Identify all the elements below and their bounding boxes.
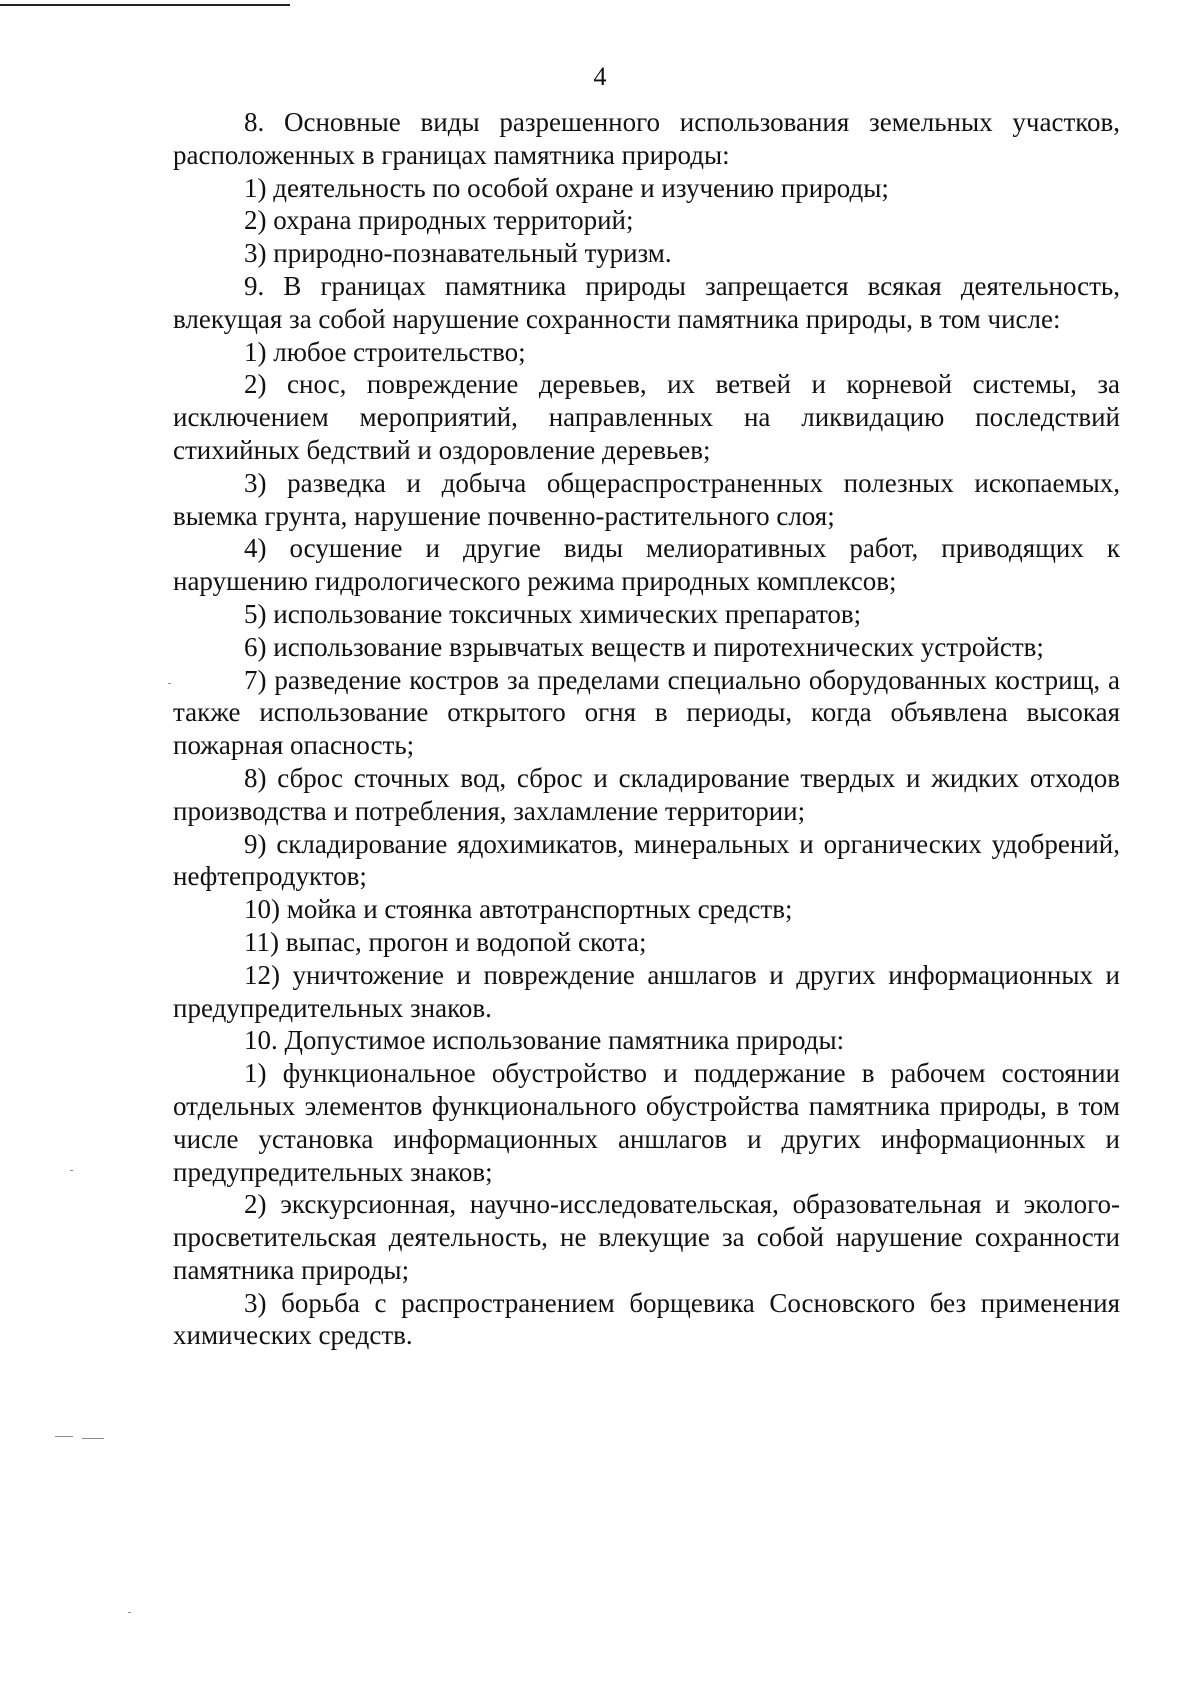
clause-9-item-2: 2) снос, повреждение деревьев, их ветвей и корневой системы, за исключением мероприятий, направленных на ликвидацию последствий стихийных бедствий и оздоровление деревьев; bbox=[173, 369, 1120, 465]
document-body bbox=[173, 106, 1120, 1352]
clause-9-item-10: 10) мойка и стоянка автотранспортных средств; bbox=[244, 894, 793, 925]
clause-9-intro: 9. В границах памятника природы запрещается всякая деятельность, влекущая за собой нарушение сохранности памятника природы, в том числе: bbox=[173, 270, 1120, 334]
clause-9-item-3: 3) разведка и добыча общераспространенных полезных ископаемых, выемка грунта, нарушение почвенно-растительного слоя; bbox=[173, 467, 1120, 531]
scan-speck bbox=[128, 1612, 131, 1613]
scan-speck bbox=[82, 1438, 104, 1439]
clause-8-item-1: 1) деятельность по особой охране и изучению природы; bbox=[244, 172, 889, 203]
clause-9-item-8: 8) сброс сточных вод, сброс и складирование твердых и жидких отходов производства и потребления, захламление территории; bbox=[173, 762, 1120, 826]
clause-9-item-11: 11) выпас, прогон и водопой скота; bbox=[244, 926, 647, 957]
clause-9-item-6: 6) использование взрывчатых веществ и пиротехнических устройств; bbox=[244, 631, 1044, 662]
clause-9-item-1: 1) любое строительство; bbox=[244, 336, 526, 367]
clause-9-item-12: 12) уничтожение и повреждение аншлагов и других информационных и предупредительных знаков. bbox=[173, 959, 1120, 1023]
clause-8-intro: 8. Основные виды разрешенного использования земельных участков, расположенных в границах памятника природы: bbox=[173, 107, 1120, 170]
scan-speck bbox=[70, 1170, 73, 1171]
top-edge-rule bbox=[0, 4, 290, 6]
clause-10-item-2: 2) экскурсионная, научно-исследовательская, образовательная и эколого-просветительская деятельность, не влекущие за собой нарушение сохранности памятника природы; bbox=[173, 1189, 1120, 1285]
clause-9-item-5: 5) использование токсичных химических препаратов; bbox=[244, 598, 862, 629]
clause-8-item-2: 2) охрана природных территорий; bbox=[244, 205, 634, 236]
clause-9-item-9: 9) складирование ядохимикатов, минеральных и органических удобрений, нефтепродуктов; bbox=[173, 828, 1120, 892]
scan-speck bbox=[55, 1436, 73, 1437]
clause-8-item-3: 3) природно-познавательный туризм. bbox=[244, 238, 672, 269]
page-number: 4 bbox=[593, 62, 607, 91]
clause-10-item-1: 1) функциональное обустройство и поддержание в рабочем состоянии отдельных элементов функционального обустройства памятника природы, в том числе установка информационных аншлагов и других информационных и предупредительных знаков; bbox=[173, 1058, 1120, 1187]
clause-10-item-3: 3) борьба с распространением борщевика Сосновского без применения химических средств. bbox=[173, 1287, 1120, 1351]
clause-9-item-7: 7) разведение костров за пределами специально оборудованных кострищ, а также использование открытого огня в периоды, когда объявлена высокая пожарная опасность; bbox=[173, 664, 1120, 761]
clause-10-intro: 10. Допустимое использование памятника природы: bbox=[244, 1025, 845, 1056]
clause-9-item-4: 4) осушение и другие виды мелиоративных работ, приводящих к нарушению гидрологического режима природных комплексов; bbox=[173, 533, 1120, 597]
scan-speck bbox=[168, 683, 171, 684]
